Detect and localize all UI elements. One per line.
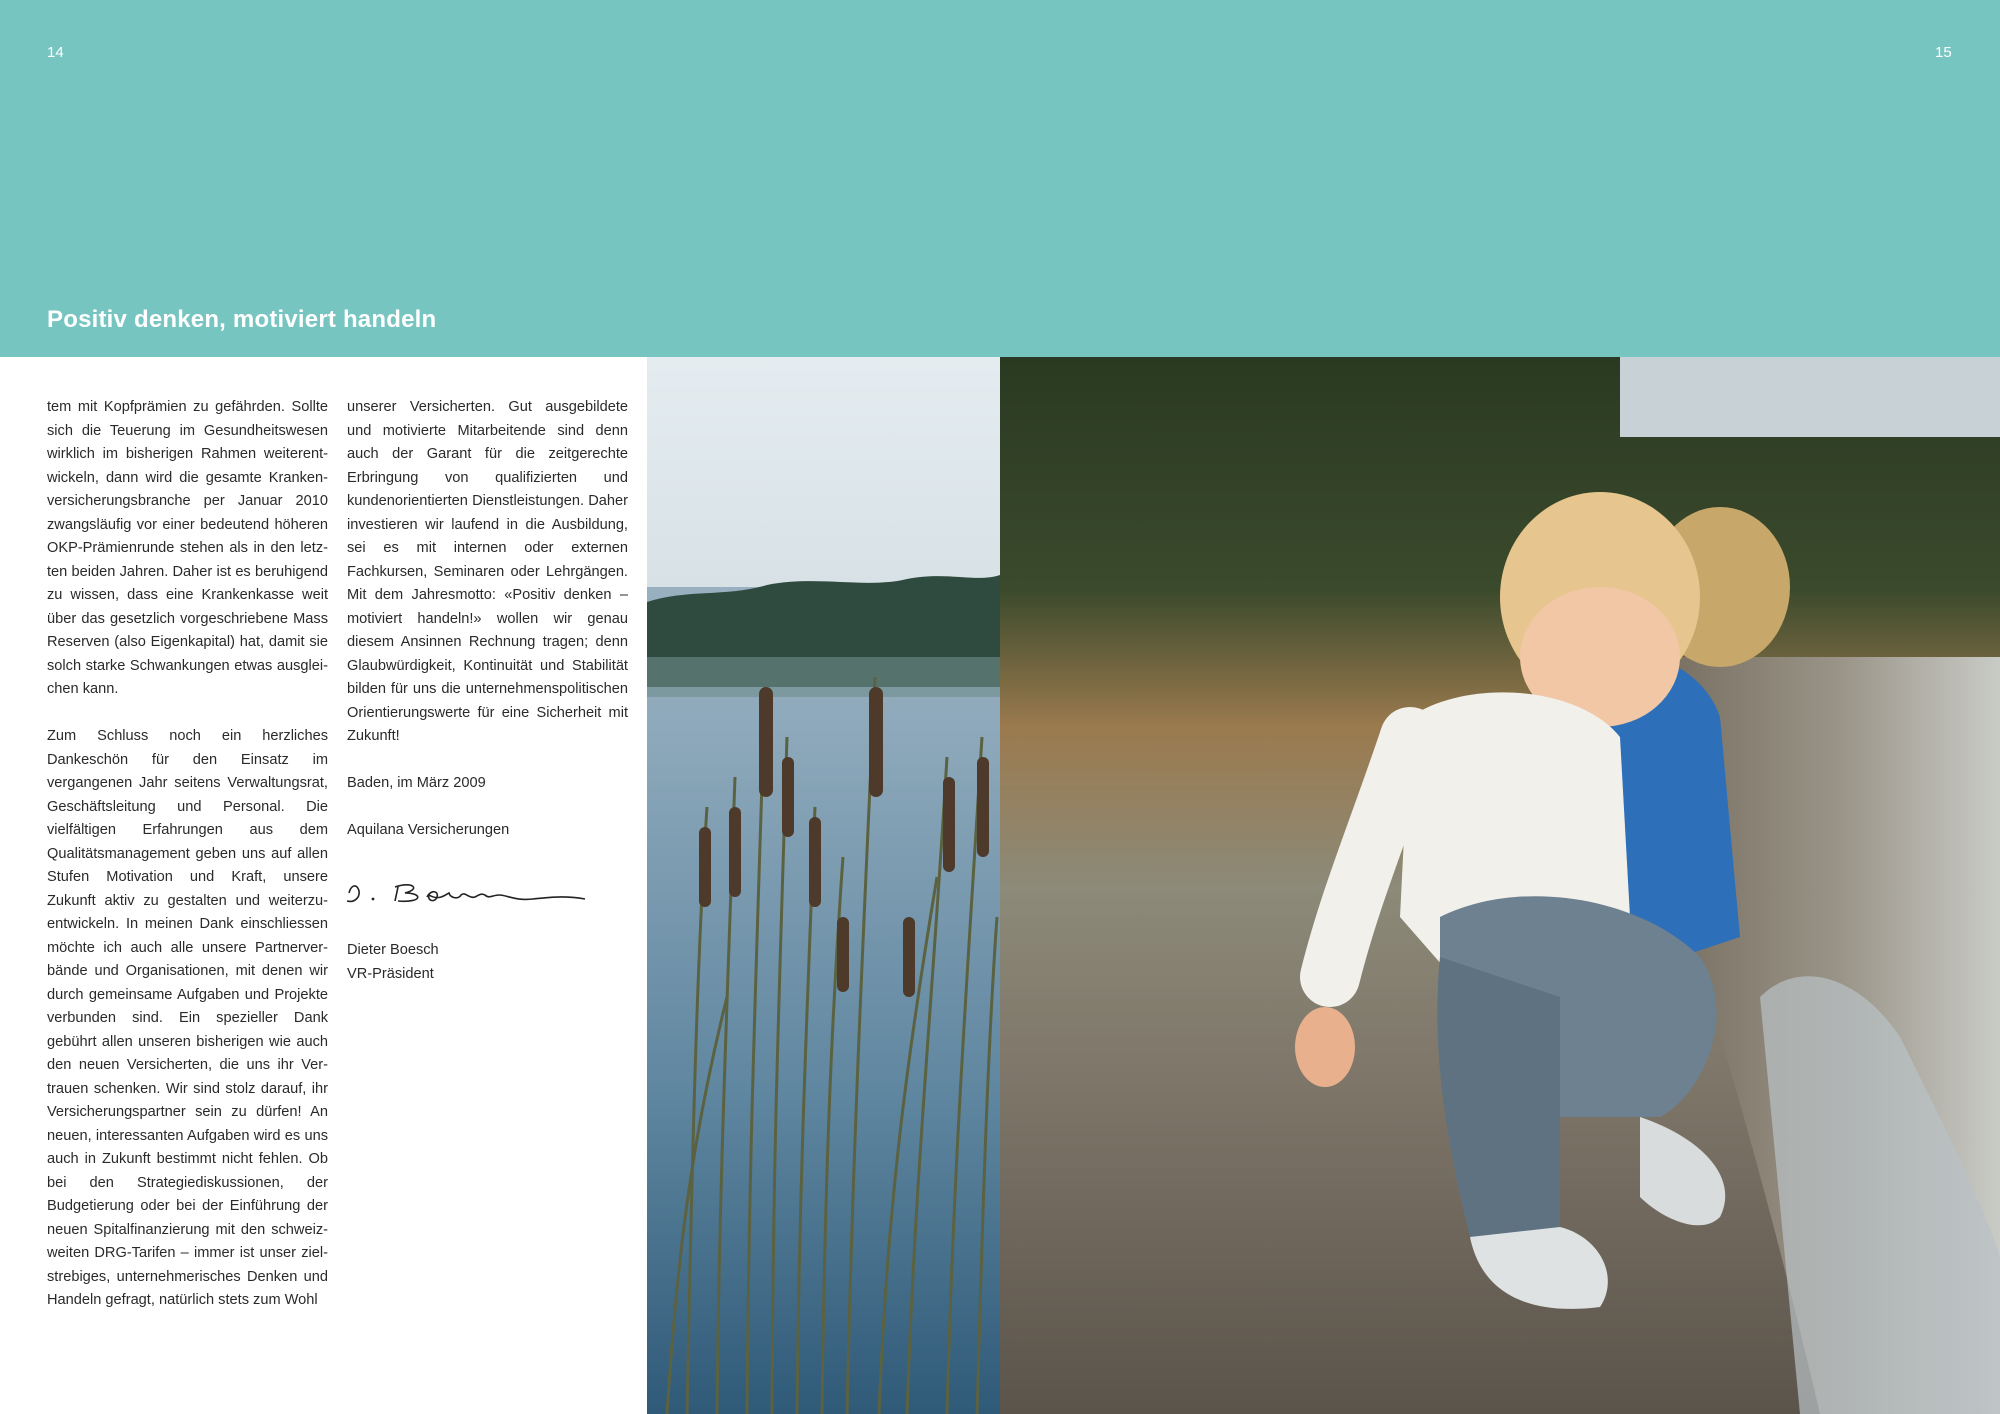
signatory-role: VR-Präsident: [347, 965, 434, 982]
page-title: Positiv denken, motiviert handeln: [47, 306, 437, 333]
company-name: Aquilana Versicherungen: [347, 822, 510, 838]
paragraph-column-right-1: unserer Versicherten. Gut ausgebildete und motivierte Mitarbeitende sind denn auch der Garant für die zeitgerechte Erbringung von qualifizierten und kundenorientierten Dienstleistungen. Daher investieren wir laufend in die Ausbildung, sei es mit internen oder externen Fachkursen, Seminaren oder Lehrgängen. Mit dem Jahresmotto: «Positiv denken – motiviert handeln!» wollen wir genau diesem Ansinnen Rechnung tragen; denn Glaubwürdigkeit, Kontinuität und Stabilität bilden für uns die unternehmenspolitischen Orientierungswerte für eine Sicherheit mit Zukunft!: [347, 399, 628, 744]
paragraph-column-left-2: Zum Schluss noch ein herzliches Dankeschön für den Einsatz im vergangenen Jahr seitens Verwaltungsrat, Geschäftsleitung und Personal. Die vielfältigen Erfahrungen aus dem Qualitätsmanagement geben uns auf allen Stufen Motivation und Kraft, unsere Zukunft aktiv zu gestalten und weiterzuentwickeln. In meinen Dank einschliessen möchte ich auch alle unsere Partnerverbände und Organisationen, mit denen wir durch gemeinsame Aufgaben und Projekte verbunden sind. Ein spezieller Dank gebührt allen unseren bisherigen wie auch den neuen Versicherten, die uns ihr Vertrauen schenken. Wir sind stolz darauf, ihr Versicherungspartner sein zu dürfen! An neuen, interessanten Aufgaben wird es uns auch in Zukunft bestimmt nicht fehlen. Ob bei den Strategiediskussionen, der Budgetierung oder bei der Einführung der neuen Spitalfinanzierung mit den schweizweiten DRG-Tarifen – immer ist unser zielstrebiges, unternehmerisches Denken und Handeln gefragt, natürlich stets zum Wohl: [47, 728, 328, 1308]
header-banner: [0, 0, 2000, 357]
signatory-name: Dieter Boesch: [347, 942, 439, 958]
text-column-left: [47, 396, 328, 1313]
children-at-lake-photo: [1000, 357, 2000, 1414]
place-date: Baden, im März 2009: [347, 775, 486, 791]
reeds-lake-photo: [647, 357, 1000, 1414]
paragraph-column-left-1: tem mit Kopfprämien zu gefährden. Sollte sich die Teuerung im Gesundheitswesen wirklich im bisherigen Rahmen weiterentwickeln, dann wird die gesamte Krankenversicherungsbranche per Januar 2010 zwangsläufig vor einer bedeutend höheren OKP-Prämienrunde stehen als in den letzten beiden Jahren. Daher ist es beruhigend zu wissen, dass eine Krankenkasse weit über das gesetzlich vorgeschriebene Mass Reserven (also Eigenkapital) hat, damit sie solch starke Schwankungen etwas ausgleichen kann.: [47, 399, 328, 697]
page-number-right: 15: [1935, 44, 1952, 61]
text-column-right: [347, 396, 628, 986]
page-number-left: 14: [47, 44, 64, 61]
signature-image: [343, 865, 593, 915]
